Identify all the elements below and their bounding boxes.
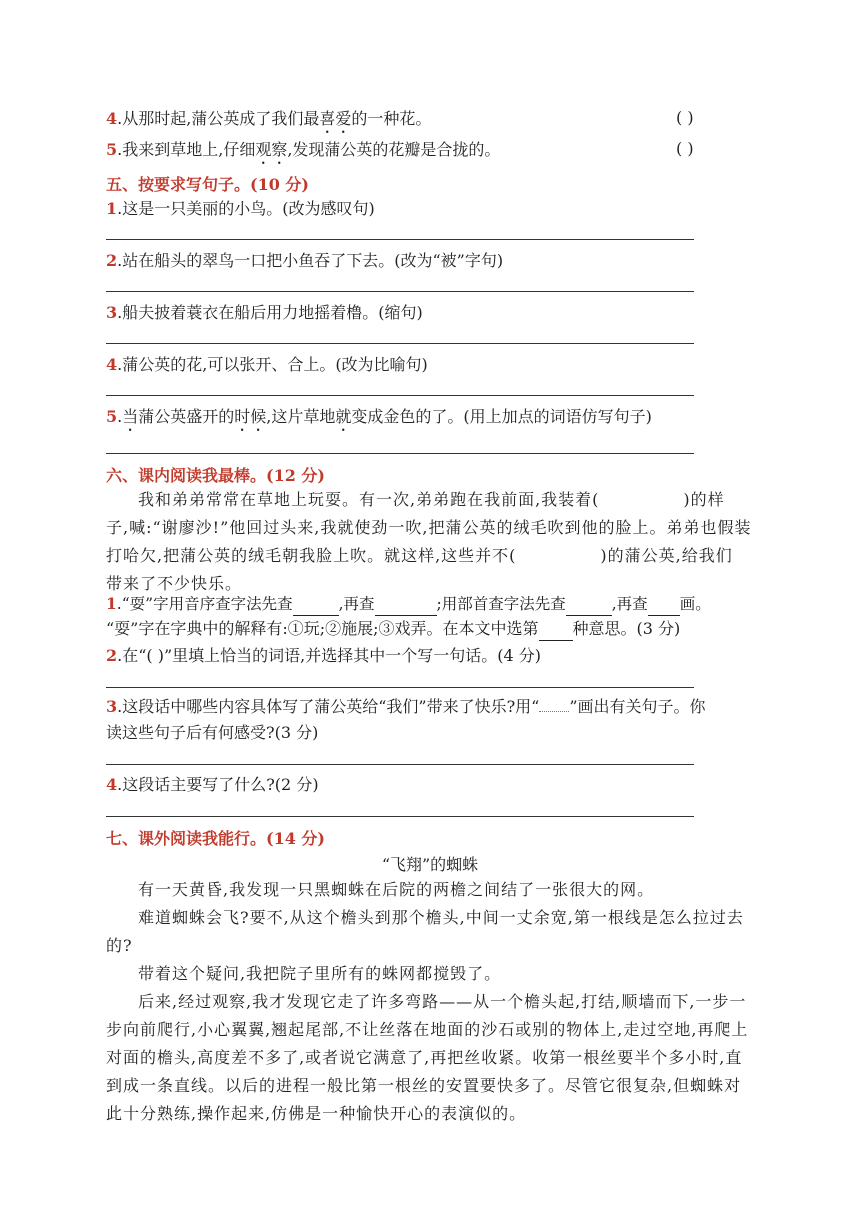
section-6-heading: 六、课内阅读我最棒。(12 分) (106, 466, 325, 485)
answer-line-6-2[interactable] (106, 687, 694, 688)
answer-line-5-1[interactable] (106, 239, 694, 240)
answer-line-6-3[interactable] (106, 764, 694, 765)
blank-meaning[interactable] (539, 618, 573, 641)
answer-paren-4[interactable]: ( ) (676, 108, 694, 127)
judge-item-5: 5.我来到草地上,仔细观察,发现蒲公英的花瓣是合拢的。 (106, 140, 501, 159)
answer-paren-5[interactable]: ( ) (676, 139, 694, 158)
blank-strokes[interactable] (648, 593, 680, 616)
rewrite-q5: 5.当蒲公英盛开的时候,这片草地就变成金色的了。(用上加点的词语仿写句子) (106, 407, 652, 426)
reading-q4: 4.这段话主要写了什么?(2 分) (106, 775, 319, 794)
answer-line-5-4[interactable] (106, 395, 694, 396)
answer-line-6-4[interactable] (106, 816, 694, 817)
rewrite-q2: 2.站在船头的翠鸟一口把小鱼吞了下去。(改为“被”字句) (106, 251, 504, 270)
reading-passage-6: 我和弟弟常常在草地上玩耍。有一次,弟弟跑在我前面,我装着( )的样 子,喊:“谢廖沙!”他回过头来,我就使劲一吹,把蒲公英的绒毛吹到他的脸上。弟弟也假装 打哈欠,把蒲公英的绒毛朝我脸上吹。就这样,这些并不( )的蒲公英,给我们 带来了不少快乐。 (106, 490, 752, 593)
wavy-underline-icon (539, 701, 569, 712)
section-5-heading: 五、按要求写句子。(10 分) (106, 175, 309, 194)
answer-line-5-5[interactable] (106, 453, 694, 454)
reading-q2: 2.在“( )”里填上恰当的词语,并选择其中一个写一句话。(4 分) (106, 646, 541, 665)
answer-line-5-2[interactable] (106, 291, 694, 292)
reading-q1: 1.“耍”字用音序查字法先查 ,再查 ;用部首查字法先查 ,再查 画。 (106, 593, 711, 616)
blank-radical[interactable] (566, 593, 612, 616)
rewrite-q1: 1.这是一只美丽的小鸟。(改为感叹句) (106, 199, 375, 218)
reading-q1-line2: “耍”字在字典中的解释有:①玩;②施展;③戏弄。在本文中选第 种意思。(3 分) (106, 618, 680, 641)
reading-q3-line2: 读这些句子后有何感受?(3 分) (106, 723, 319, 742)
blank-letter-2[interactable] (375, 593, 437, 616)
reading-passage-7: 有一天黄昏,我发现一只黑蜘蛛在后院的两檐之间结了一张很大的网。 难道蜘蛛会飞?要不,从这个檐头到那个檐头,中间一丈余宽,第一根线是怎么拉过去 的? 带着这个疑问,我把院子里所有的蛛网都搅毁了。 后来,经过观察,我才发现它走了许多弯路——从一个檐头起,打结,顺墙而下,一步一 步向前爬行,小心翼翼,翘起尾部,不让丝落在地面的沙石或别的物体上,走过空地,再爬上 对面的檐头,高度差不多了,或者说它满意了,再把丝收紧。收第一根丝要半个多小时,直 到成一条直线。以后的进程一般比第一根丝的安置要快多了。尽管它很复杂,但蜘蛛对 此十分熟练,操作起来,仿佛是一种愉快开心的表演似的。 (106, 880, 749, 1123)
rewrite-q3: 3.船夫披着蓑衣在船后用力地摇着橹。(缩句) (106, 303, 423, 322)
answer-line-5-3[interactable] (106, 343, 694, 344)
section-7-heading: 七、课外阅读我能行。(14 分) (106, 829, 325, 848)
blank-letter-1[interactable] (293, 593, 339, 616)
rewrite-q4: 4.蒲公英的花,可以张开、合上。(改为比喻句) (106, 355, 428, 374)
judge-item-4: 4.从那时起,蒲公英成了我们最喜爱的一种花。 (106, 109, 432, 128)
reading-q3: 3.这段话中哪些内容具体写了蒲公英给“我们”带来了快乐?用“ ”画出有关句子。你 (106, 697, 706, 716)
article-title: “飞翔”的蜘蛛 (381, 855, 479, 874)
